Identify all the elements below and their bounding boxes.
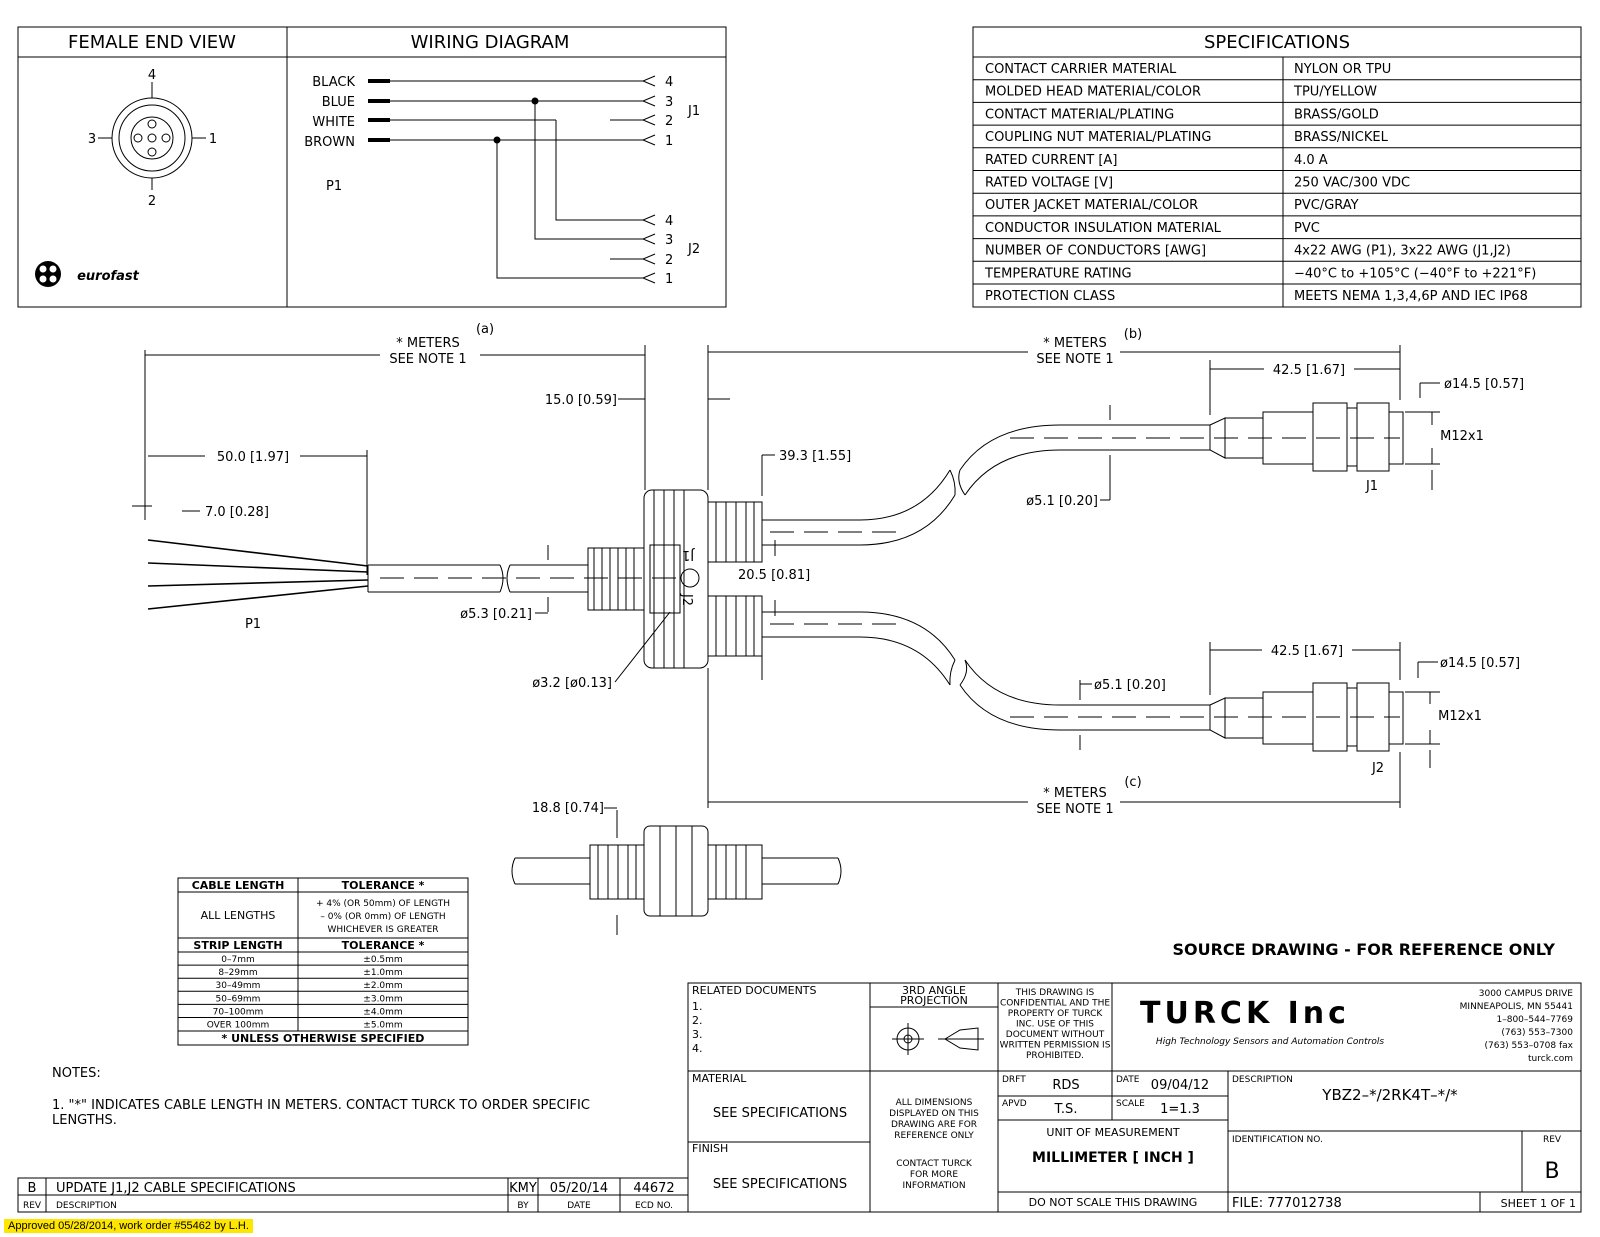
spec-label: RATED CURRENT [A] <box>985 152 1118 168</box>
spec-value: 250 VAC/300 VDC <box>1294 175 1411 191</box>
wiring-j2-label: J2 <box>688 242 701 257</box>
all_dims-line: REFERENCE ONLY <box>894 1131 974 1141</box>
rev-h-desc: DESCRIPTION <box>56 1201 117 1211</box>
spec-value: BRASS/GOLD <box>1294 107 1379 123</box>
rev-value: B <box>1544 1159 1560 1184</box>
wire-white-label: WHITE <box>312 115 355 130</box>
contact-line: CONTACT TURCK <box>896 1159 972 1169</box>
all_dims-line: DISPLAYED ON THIS <box>889 1109 979 1119</box>
note-1-line2: LENGTHS. <box>52 1113 117 1128</box>
rev-h-ecd: ECD NO. <box>634 1201 674 1211</box>
m12-j1: M12x1 <box>1440 429 1484 444</box>
tol-strip-value: ±5.0mm <box>363 1020 403 1031</box>
pin-1-label: 1 <box>208 132 218 147</box>
spec-label: RATED VOLTAGE [V] <box>985 175 1114 191</box>
dim-b-label: (b) <box>1123 327 1143 342</box>
confidential-line: PROHIBITED. <box>1026 1051 1084 1061</box>
spec-label: TEMPERATURE RATING <box>985 266 1132 282</box>
confidential-line: CONFIDENTIAL AND THE <box>999 998 1111 1009</box>
tol-strip-range: 8–29mm <box>218 968 258 979</box>
wire-black-label: BLACK <box>312 75 355 90</box>
spec-label: CONTACT CARRIER MATERIAL <box>985 62 1177 77</box>
dim-5-1-j1: ø5.1 [0.20] <box>1026 494 1098 509</box>
related-doc-1: 1. <box>692 1000 703 1013</box>
related-doc-4: 4. <box>692 1042 703 1055</box>
drafter-value: RDS <box>1052 1078 1080 1093</box>
source-drawing-note: SOURCE DRAWING - FOR REFERENCE ONLY <box>1172 940 1555 959</box>
j2-pin-3: 3 <box>665 233 674 248</box>
wiring-diagram <box>304 75 700 287</box>
tol-all-line3: WHICHEVER IS GREATER <box>327 925 439 935</box>
dim-50: 50.0 [1.97] <box>216 450 290 465</box>
tol-all-line2: – 0% (OR 0mm) OF LENGTH <box>320 912 446 922</box>
sheet-number: SHEET 1 OF 1 <box>1500 1197 1576 1210</box>
dim-b-see-note: SEE NOTE 1 <box>1036 352 1114 367</box>
rev-letter: B <box>27 1181 37 1196</box>
j1-pin-2: 2 <box>665 114 674 129</box>
wiring-p1-label: P1 <box>326 179 343 194</box>
spec-value: PVC <box>1294 220 1320 236</box>
tol-footer: * UNLESS OTHERWISE SPECIFIED <box>221 1032 425 1045</box>
spec-label: NUMBER OF CONDUCTORS [AWG] <box>985 243 1207 259</box>
rev-h-date: DATE <box>567 1201 591 1211</box>
eurofast-wordmark: eurofast <box>77 269 139 284</box>
rev-h-by: BY <box>517 1201 529 1211</box>
dim-14-5-j1: ø14.5 [0.57] <box>1444 377 1525 392</box>
rev-heading: REV <box>1542 1135 1562 1145</box>
unit-heading: UNIT OF MEASUREMENT <box>1046 1126 1180 1139</box>
dim-c-meters: * METERS <box>1043 786 1107 801</box>
tol-strip-range: 70–100mm <box>212 1007 264 1018</box>
projection-symbol-icon <box>892 1023 984 1055</box>
related-docs-heading: RELATED DOCUMENTS <box>692 984 817 997</box>
finish-heading: FINISH <box>692 1142 729 1155</box>
title-block <box>688 983 1581 1212</box>
eurofast-logo <box>35 261 140 287</box>
pin-3-label: 3 <box>87 132 97 147</box>
tol-strip-value: ±0.5mm <box>363 955 403 965</box>
all_dims-line: ALL DIMENSIONS <box>895 1098 973 1108</box>
tol-strip-value: ±3.0mm <box>363 994 403 1005</box>
tol-h-tolerance-2: TOLERANCE * <box>341 939 425 952</box>
tol-h-tolerance: TOLERANCE * <box>341 879 425 892</box>
approver-value: T.S. <box>1054 1102 1078 1117</box>
drafter-heading: DRFT <box>1002 1075 1026 1085</box>
tol-strip-value: ±2.0mm <box>363 981 403 992</box>
spec-value: PVC/GRAY <box>1294 198 1359 214</box>
specifications-table <box>973 27 1581 307</box>
dim-5-3: ø5.3 [0.21] <box>460 607 532 622</box>
hub-j1-label: J1 <box>681 547 695 562</box>
dim-c-label: (c) <box>1124 775 1142 790</box>
dim-20-5: 20.5 [0.81] <box>738 568 811 583</box>
dim-5-1-j2: ø5.1 [0.20] <box>1094 678 1166 693</box>
dim-18-8: 18.8 [0.74] <box>531 801 604 816</box>
projection-label-2: PROJECTION <box>900 994 968 1007</box>
tol-strip-range: OVER 100mm <box>206 1020 270 1031</box>
rev-by: KMY <box>509 1181 537 1196</box>
spec-label: OUTER JACKET MATERIAL/COLOR <box>985 198 1199 214</box>
confidential-line: INC. USE OF THIS <box>1016 1019 1094 1030</box>
file-number: FILE: 777012738 <box>1232 1196 1342 1211</box>
spec-value: TPU/YELLOW <box>1294 84 1377 100</box>
j2-pin-4: 4 <box>665 214 674 229</box>
dim-42-5-j2: 42.5 [1.67] <box>1270 644 1344 659</box>
spec-label: COUPLING NUT MATERIAL/PLATING <box>985 130 1212 146</box>
contact-line: FOR MORE <box>909 1170 959 1180</box>
approval-stamp: Approved 05/28/2014, work order #55462 by L.H. <box>4 1219 253 1233</box>
p1-label: P1 <box>244 617 262 632</box>
j1-label: J1 <box>1365 479 1379 494</box>
j2-label: J2 <box>1371 761 1385 776</box>
approver-heading: APVD <box>1002 1099 1027 1109</box>
wire-brown-label: BROWN <box>304 135 355 150</box>
date-value: 09/04/12 <box>1150 1078 1210 1093</box>
spec-label: PROTECTION CLASS <box>985 289 1116 304</box>
dim-42-5-j1: 42.5 [1.67] <box>1272 363 1346 378</box>
turck-logo: TURCK Inc <box>1140 996 1350 1031</box>
note-1-line1: 1. "*" INDICATES CABLE LENGTH IN METERS. CONTACT TURCK TO ORDER SPECIFIC <box>52 1098 590 1113</box>
confidential-line: THIS DRAWING IS <box>1015 988 1095 998</box>
spec-value: 4x22 AWG (P1), 3x22 AWG (J1,J2) <box>1294 243 1511 259</box>
dim-39-3: 39.3 [1.55] <box>779 449 852 464</box>
tol-strip-value: ±4.0mm <box>363 1007 403 1018</box>
spec-label: MOLDED HEAD MATERIAL/COLOR <box>985 84 1202 100</box>
dim-a-label: (a) <box>475 322 495 337</box>
tol-all-line1: + 4% (OR 50mm) OF LENGTH <box>315 899 451 909</box>
dim-14-5-j2: ø14.5 [0.57] <box>1440 656 1521 671</box>
dim-c-see-note: SEE NOTE 1 <box>1036 802 1114 817</box>
spec-label: CONDUCTOR INSULATION MATERIAL <box>985 220 1221 236</box>
wiring-j1-label: J1 <box>688 104 701 119</box>
material-heading: MATERIAL <box>692 1072 747 1085</box>
j1-pin-4: 4 <box>665 75 674 90</box>
rev-ecd: 44672 <box>633 1181 675 1196</box>
spec-value: NYLON OR TPU <box>1294 62 1392 77</box>
rev-date: 05/20/14 <box>549 1181 609 1196</box>
m12-j2: M12x1 <box>1438 709 1482 724</box>
part-description: YBZ2–*/2RK4T–*/* <box>1322 1086 1458 1104</box>
spec-label: CONTACT MATERIAL/PLATING <box>985 107 1175 123</box>
dim-3-2: ø3.2 [ø0.13] <box>532 676 612 691</box>
female-end-view <box>88 68 217 209</box>
dim-a-meters: * METERS <box>396 336 460 351</box>
address-line: (763) 553–0708 fax <box>1484 1041 1573 1051</box>
projection-label-1: 3RD ANGLE <box>902 984 966 997</box>
all_dims-line: DRAWING ARE FOR <box>890 1120 978 1130</box>
tol-h-cable-length: CABLE LENGTH <box>191 879 285 892</box>
j1-pin-1: 1 <box>665 134 674 149</box>
dim-7: 7.0 [0.28] <box>205 505 269 520</box>
female-end-view-title: FEMALE END VIEW <box>68 32 236 53</box>
dim-15: 15.0 [0.59] <box>544 393 617 408</box>
j1-pin-3: 3 <box>665 95 674 110</box>
related-doc-3: 3. <box>692 1028 703 1041</box>
pin-2-label: 2 <box>147 194 157 209</box>
address-line: 1–800–544–7769 <box>1496 1015 1573 1025</box>
rev-description: UPDATE J1,J2 CABLE SPECIFICATIONS <box>56 1181 296 1196</box>
tol-all-lengths: ALL LENGTHS <box>200 909 276 922</box>
confidential-line: WRITTEN PERMISSION IS <box>999 1040 1111 1051</box>
identification-heading: IDENTIFICATION NO. <box>1232 1135 1323 1145</box>
turck-tagline: High Technology Sensors and Automation Controls <box>1155 1037 1385 1047</box>
unit-value: MILLIMETER [ INCH ] <box>1032 1150 1194 1166</box>
dim-a-see-note: SEE NOTE 1 <box>389 352 467 367</box>
spec-value: BRASS/NICKEL <box>1294 130 1388 146</box>
tol-strip-range: 30–49mm <box>215 981 261 992</box>
date-heading: DATE <box>1116 1075 1140 1085</box>
confidential-line: PROPERTY OF TURCK <box>1007 1009 1103 1019</box>
description-heading: DESCRIPTION <box>1232 1075 1293 1085</box>
material-value: SEE SPECIFICATIONS <box>712 1106 848 1121</box>
hub-j2-label: J2 <box>679 593 694 607</box>
spec-value: MEETS NEMA 1,3,4,6P AND IEC IP68 <box>1294 289 1528 304</box>
tol-strip-value: ±1.0mm <box>363 968 403 979</box>
cable-assembly-drawing <box>132 322 1524 935</box>
pin-4-label: 4 <box>147 68 157 83</box>
tolerance-table <box>178 878 468 1045</box>
tol-strip-range: 0–7mm <box>221 955 255 965</box>
revision-block <box>18 1178 688 1212</box>
scale-heading: SCALE <box>1116 1099 1145 1109</box>
address-line: MINNEAPOLIS, MN 55441 <box>1459 1002 1573 1012</box>
wiring-diagram-title: WIRING DIAGRAM <box>410 32 570 53</box>
tol-h-strip-length: STRIP LENGTH <box>193 939 283 952</box>
j2-pin-2: 2 <box>665 253 674 268</box>
dim-b-meters: * METERS <box>1043 336 1107 351</box>
scale-value: 1=1.3 <box>1160 1102 1200 1117</box>
address-line: 3000 CAMPUS DRIVE <box>1478 989 1573 999</box>
tol-strip-range: 50–69mm <box>215 994 261 1005</box>
spec-value: −40°C to +105°C (−40°F to +221°F) <box>1294 266 1537 282</box>
related-doc-2: 2. <box>692 1014 703 1027</box>
j2-pin-1: 1 <box>665 272 674 287</box>
specifications-title: SPECIFICATIONS <box>1203 32 1351 53</box>
do-not-scale: DO NOT SCALE THIS DRAWING <box>1028 1196 1198 1209</box>
finish-value: SEE SPECIFICATIONS <box>712 1177 848 1192</box>
address-line: (763) 553–7300 <box>1501 1028 1573 1038</box>
address-line: turck.com <box>1528 1054 1573 1064</box>
rev-h-rev: REV <box>22 1201 42 1211</box>
notes-title: NOTES: <box>52 1066 101 1081</box>
spec-value: 4.0 A <box>1294 152 1328 168</box>
confidential-line: DOCUMENT WITHOUT <box>1005 1030 1105 1040</box>
contact-line: INFORMATION <box>902 1181 966 1191</box>
wire-blue-label: BLUE <box>321 95 355 110</box>
